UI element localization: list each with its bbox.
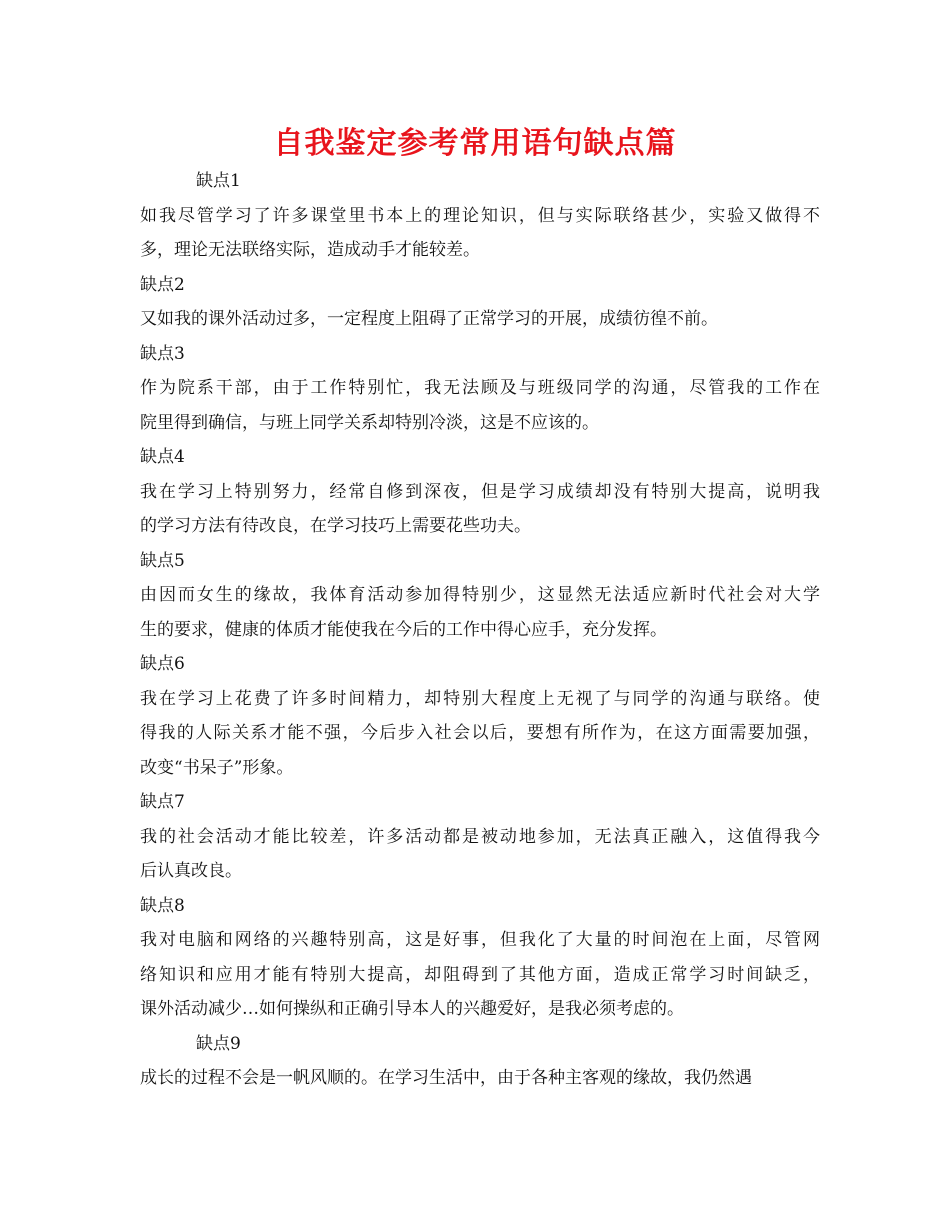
section-paragraph xyxy=(140,820,820,889)
paragraph-line: 后认真改良。 xyxy=(140,861,242,881)
paragraph-line: 作为院系干部，由于工作特别忙，我无法顾及与班级同学的沟通，尽管我的工作在 xyxy=(140,378,820,398)
paragraph-line: 如我尽管学习了许多课堂里书本上的理论知识，但与实际联络甚少，实验又做得不 xyxy=(140,205,820,226)
section-paragraph xyxy=(140,302,820,337)
paragraph-line: 我对电脑和网络的兴趣特别高，这是好事，但我化了大量的时间泡在上面，尽管网 xyxy=(140,930,820,950)
paragraph-line: 我在学习上特别努力，经常自修到深夜，但是学习成绩却没有特别大提高，说明我 xyxy=(140,481,820,502)
section-heading: 缺点5 xyxy=(140,550,185,571)
section-heading: 缺点7 xyxy=(140,792,185,812)
section-paragraph xyxy=(140,578,820,647)
section-paragraph xyxy=(140,923,820,1027)
paragraph-line: 络知识和应用才能有特别大提高，却阻碍到了其他方面，造成正常学习时间缺乏， xyxy=(140,964,820,985)
paragraph-line: 的学习方法有待改良，在学习技巧上需要花些功夫。 xyxy=(140,516,531,536)
document-title: 自我鉴定参考常用语句缺点篇 xyxy=(273,126,677,161)
section-heading: 缺点2 xyxy=(140,274,185,295)
paragraph-line: 我的社会活动才能比较差，许多活动都是被动地参加，无法真正融入，这值得我今 xyxy=(140,826,820,847)
paragraph-line: 生的要求，健康的体质才能使我在今后的工作中得心应手，充分发挥。 xyxy=(140,619,667,640)
paragraph-line: 多，理论无法联络实际，造成动手才能较差。 xyxy=(140,240,480,260)
section-paragraph xyxy=(140,1061,820,1096)
section-paragraph xyxy=(140,371,820,440)
paragraph-line: 课外活动减少…如何操纵和正确引导本人的兴趣爱好，是我必须考虑的。 xyxy=(140,999,684,1019)
section-heading: 缺点8 xyxy=(140,895,185,916)
paragraph-line: 由因而女生的缘故，我体育活动参加得特别少，这显然无法适应新时代社会对大学 xyxy=(140,585,820,605)
paragraph-line: 成长的过程不会是一帆风顺的。在学习生活中，由于各种主客观的缘故，我仍然遇 xyxy=(140,1068,752,1088)
section-heading: 缺点4 xyxy=(140,447,185,467)
section-heading: 缺点1 xyxy=(196,171,241,191)
document-body xyxy=(140,164,820,1096)
section-heading: 缺点6 xyxy=(140,654,185,674)
paragraph-line: 改变“书呆子”形象。 xyxy=(140,757,294,778)
section-heading: 缺点9 xyxy=(196,1033,241,1054)
paragraph-line: 又如我的课外活动过多，一定程度上阻碍了正常学习的开展，成绩彷徨不前。 xyxy=(140,309,718,329)
paragraph-line: 得我的人际关系才能不强，今后步入社会以后，要想有所作为，在这方面需要加强， xyxy=(140,723,820,743)
paragraph-line: 我在学习上花费了许多时间精力，却特别大程度上无视了与同学的沟通与联络。使 xyxy=(140,688,820,709)
paragraph-line: 院里得到确信，与班上同学关系却特别冷淡，这是不应该的。 xyxy=(140,412,599,433)
section-paragraph xyxy=(140,682,820,786)
section-heading: 缺点3 xyxy=(140,343,185,364)
section-paragraph xyxy=(140,199,820,268)
section-paragraph xyxy=(140,475,820,544)
